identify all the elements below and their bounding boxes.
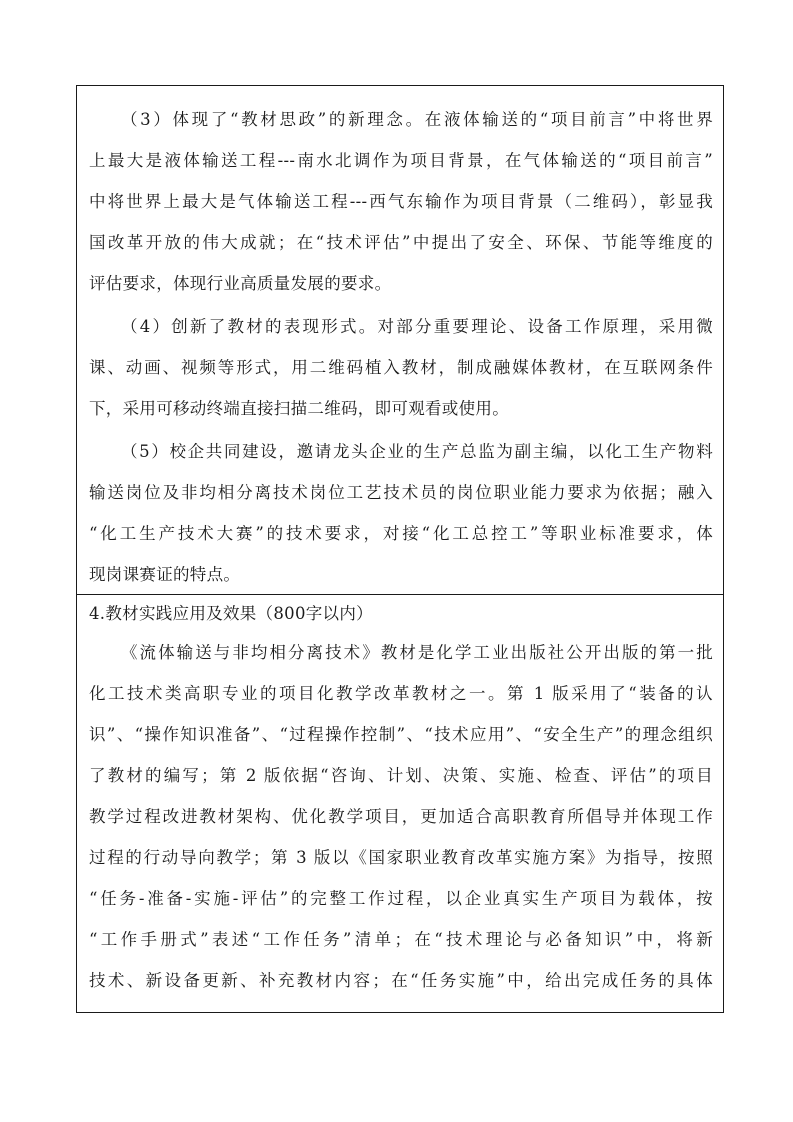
paragraph-line: 课、动画、视频等形式，用二维码植入教材，制成融媒体教材，在互联网条件 [89, 358, 713, 377]
features-cell [77, 86, 723, 595]
paragraph-line: 技术、新设备更新、补充教材内容；在“任务实施”中，给出完成任务的具体 [89, 971, 713, 990]
paragraph-line: （5）校企共同建设，邀请龙头企业的生产总监为副主编，以化工生产物料 [121, 442, 713, 461]
section-heading: 4.教材实践应用及效果（800字以内） [89, 604, 373, 623]
paragraph-line: （3）体现了“教材思政”的新理念。在液体输送的“项目前言”中将世界 [121, 110, 713, 129]
document-table [76, 85, 724, 1013]
paragraph-line: “任务-准备-实施-评估”的完整工作过程，以企业真实生产项目为载体，按 [89, 889, 713, 908]
paragraph-line: 评估要求，体现行业高质量发展的要求。 [89, 274, 392, 293]
paragraph-line: 化工技术类高职专业的项目化教学改革教材之一。第 1 版采用了“装备的认 [89, 684, 713, 703]
paragraph-line: 教学过程改进教材架构、优化教学项目，更加适合高职教育所倡导并体现工作 [89, 807, 713, 826]
paragraph-line: 上最大是液体输送工程---南水北调作为项目背景，在气体输送的“项目前言” [89, 151, 713, 170]
paragraph-line: （4）创新了教材的表现形式。对部分重要理论、设备工作原理，采用微 [121, 317, 713, 336]
paragraph-line: 了教材的编写；第 2 版依据“咨询、计划、决策、实施、检查、评估”的项目 [89, 766, 713, 785]
paragraph-line: “工作手册式”表述“工作任务”清单；在“技术理论与必备知识”中，将新 [89, 930, 713, 949]
paragraph-line: 国改革开放的伟大成就；在“技术评估”中提出了安全、环保、节能等维度的 [89, 233, 713, 252]
paragraph-line: 输送岗位及非均相分离技术岗位工艺技术员的岗位职业能力要求为依据；融入 [89, 483, 713, 502]
paragraph-line: 下，采用可移动终端直接扫描二维码，即可观看或使用。 [89, 399, 509, 418]
application-cell [77, 595, 723, 1012]
paragraph-line: 《流体输送与非均相分离技术》教材是化学工业出版社公开出版的第一批 [121, 643, 713, 662]
paragraph-line: “化工生产技术大赛”的技术要求，对接“化工总控工”等职业标准要求，体 [89, 524, 713, 543]
paragraph-line: 中将世界上最大是气体输送工程---西气东输作为项目背景（二维码），彰显我 [89, 192, 713, 211]
paragraph-line: 过程的行动导向教学；第 3 版以《国家职业教育改革实施方案》为指导，按照 [89, 848, 713, 867]
paragraph-line: 识”、“操作知识准备”、“过程操作控制”、“技术应用”、“安全生产”的理念组织 [89, 725, 713, 744]
paragraph-line: 现岗课赛证的特点。 [89, 565, 241, 584]
